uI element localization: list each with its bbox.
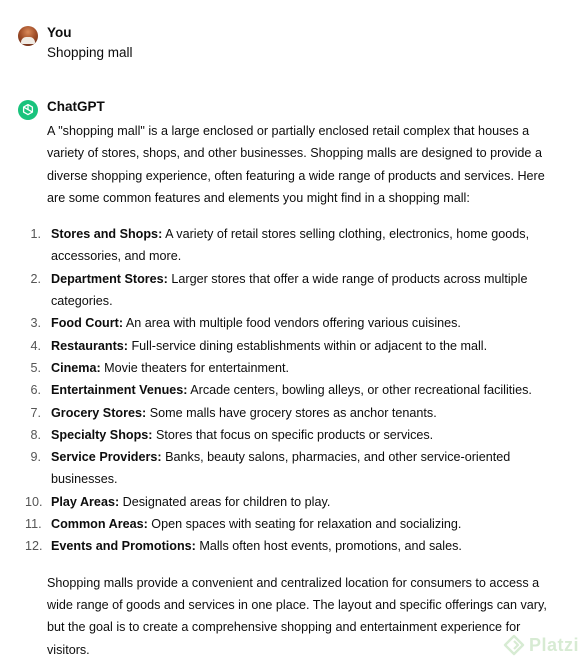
- list-item: [30, 312, 537, 334]
- list-item-text: An area with multiple food vendors offering various cuisines.: [123, 316, 461, 331]
- list-item-title: Entertainment Venues:: [51, 383, 188, 398]
- list-item: [30, 357, 537, 379]
- user-author-name: You: [47, 25, 72, 40]
- list-item-text: Banks, beauty salons, pharmacies, and other service-oriented businesses.: [51, 450, 511, 487]
- list-item-number: 3.: [30, 316, 41, 331]
- list-item-title: Grocery Stores:: [51, 405, 147, 420]
- list-item-number: 4.: [30, 338, 41, 353]
- list-item-number: 8.: [30, 427, 41, 442]
- list-item-title: Specialty Shops:: [51, 427, 153, 442]
- list-item-text: Stores that focus on specific products or services.: [152, 427, 434, 442]
- platzi-watermark-text: Platzi: [528, 634, 579, 655]
- list-item: [30, 402, 537, 424]
- list-item-text: Designated areas for children to play.: [119, 494, 331, 509]
- response-conclusion: Shopping malls provide a convenient and centralized location for consumers to access a wide range of goods and services in one place. The layout and specific offerings can vary, but the goal is to create a comprehensive shopping and entertainment experience for visitors.: [47, 575, 547, 657]
- list-item-text: Full-service dining establishments within or adjacent to the mall.: [127, 338, 488, 353]
- list-item-number: 7.: [30, 405, 41, 420]
- list-item: [30, 223, 537, 268]
- list-item: [25, 491, 537, 513]
- list-item-text: Movie theaters for entertainment.: [100, 360, 289, 375]
- platzi-watermark: [503, 634, 579, 656]
- list-item-number: 2.: [30, 271, 41, 286]
- list-item: [30, 424, 537, 446]
- list-item-title: Food Court:: [51, 316, 124, 331]
- list-item-number: 11.: [25, 517, 42, 532]
- list-item: [30, 335, 537, 357]
- platzi-logo-icon: [503, 634, 525, 656]
- list-item-title: Common Areas:: [51, 517, 148, 532]
- openai-knot-icon: [18, 100, 38, 120]
- list-item-text: Arcade centers, bowling alleys, or other recreational facilities.: [187, 383, 532, 398]
- list-item-text: Larger stores that offer a wide range of products across multiple categories.: [51, 271, 528, 309]
- assistant-response: [25, 120, 557, 661]
- list-item-title: Events and Promotions:: [51, 539, 196, 554]
- list-item-title: Department Stores:: [51, 271, 168, 286]
- list-item-title: Stores and Shops:: [51, 227, 163, 242]
- list-item-number: 6.: [30, 383, 41, 398]
- list-item-text: Some malls have grocery stores as anchor tenants.: [146, 405, 437, 420]
- list-item-text: Malls often host events, promotions, and sales.: [195, 539, 462, 554]
- list-item: [25, 535, 537, 557]
- list-item-text: A variety of retail stores selling clothing, electronics, home goods, accessories, and more.: [51, 227, 530, 264]
- list-item: [30, 446, 537, 491]
- list-item: [30, 379, 537, 401]
- assistant-author-name: ChatGPT: [47, 99, 105, 114]
- chatgpt-logo-icon: [18, 100, 38, 120]
- list-item-title: Restaurants:: [51, 338, 128, 353]
- list-item-number: 12.: [25, 539, 43, 554]
- list-item-number: 9.: [30, 450, 41, 465]
- user-message-text: Shopping mall: [47, 45, 133, 60]
- feature-list: [25, 223, 557, 557]
- list-item-title: Service Providers:: [51, 450, 162, 465]
- list-item-number: 5.: [30, 360, 41, 375]
- list-item: [30, 268, 537, 313]
- list-item-text: Open spaces with seating for relaxation and socializing.: [147, 517, 462, 532]
- list-item-title: Cinema:: [51, 360, 101, 375]
- user-avatar: [18, 26, 38, 46]
- response-intro: A "shopping mall" is a large enclosed or partially enclosed retail complex that houses a variety of stores, shops, and other businesses. Shopping malls are designed to provide a diverse shopping experience, often featuring a wide range of products and services. Here are some common features and elements you might find in a shopping mall:: [47, 124, 545, 205]
- list-item: [25, 513, 537, 535]
- list-item-title: Play Areas:: [51, 494, 120, 509]
- list-item-number: 1.: [30, 227, 41, 242]
- list-item-number: 10.: [25, 494, 43, 509]
